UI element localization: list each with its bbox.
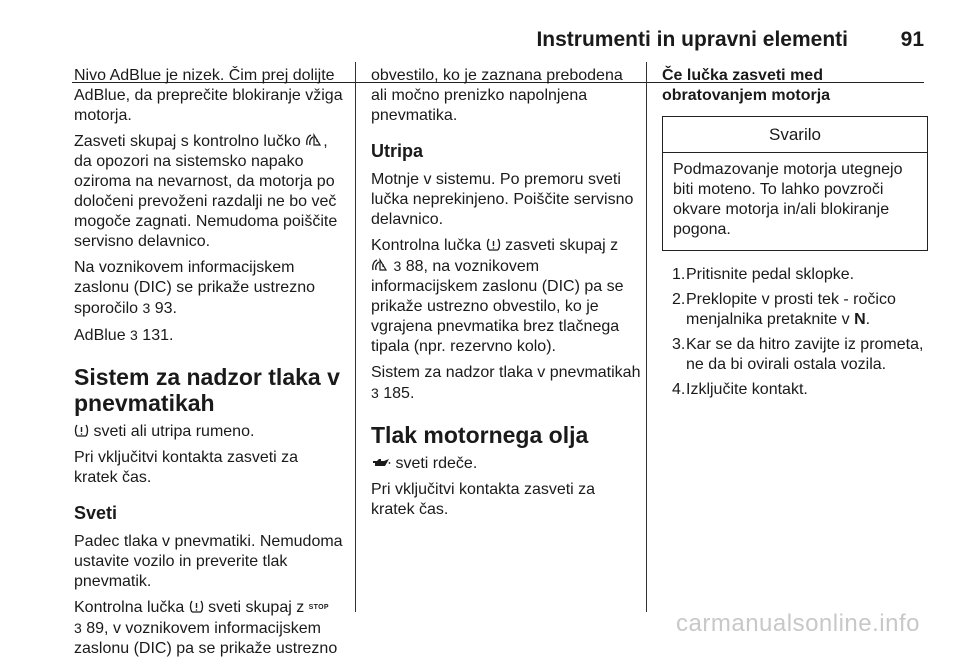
tire-pressure-icon (486, 237, 501, 252)
page-reference: 88, na voznikovem informacijskem zaslonu (DIC) pa se prikaže ustrezno obvestilo, ko je vgrajena pnevmatika brez tlačnega tipala (npr. rezervno kolo). (371, 258, 624, 355)
page-title: Instrumenti in upravni elementi (536, 28, 848, 51)
oil-can-icon (371, 457, 391, 469)
page-reference-icon: 3 (393, 258, 402, 274)
column-divider (355, 62, 356, 612)
column-3 (662, 66, 928, 405)
adblue-warning-icon (305, 133, 323, 147)
subsection-heading: Utripa (371, 141, 424, 161)
watermark: carmanualsonline.info (676, 610, 920, 637)
tire-pressure-icon (74, 423, 89, 438)
tire-pressure-icon (189, 599, 204, 614)
paragraph: Kontrolna lučka zasveti skupaj z 3 88, na voznikovem informacijskem zaslonu (DIC) pa se prikaže ustrezno obvestilo, ko je vgrajena pnevmatika brez tlačnega tipala (npr. rezervno kolo). (371, 237, 624, 355)
adblue-warning-icon (371, 258, 389, 272)
page-number: 91 (900, 28, 924, 51)
paragraph: AdBlue 3 131. (74, 327, 174, 344)
page-reference-icon: 3 (130, 327, 138, 343)
page-reference: 89, v voznikovem informacijskem zaslonu (DIC) pa se prikaže ustrezno (74, 620, 338, 658)
page-reference-icon: 3 (142, 300, 151, 316)
stop-icon: STOP (308, 604, 329, 611)
warning-box (662, 116, 928, 251)
section-heading: Tlak motornega olja (371, 422, 589, 448)
steps-list (662, 265, 928, 400)
column-divider (646, 62, 647, 612)
list-item: 1. Pritisnite pedal sklopke. (672, 266, 855, 283)
page-reference-icon: 3 (371, 385, 379, 401)
page-header (0, 28, 960, 58)
page-reference[interactable]: 93. (154, 300, 177, 317)
paragraph: Na voznikovem informacijskem zaslonu (DIC) se prikaže ustrezno sporočilo 3 93. (74, 259, 315, 317)
paragraph: sveti rdeče. (371, 454, 641, 474)
page-reference[interactable]: 185. (383, 385, 415, 402)
warning-title: Svarilo (663, 117, 927, 153)
column-1 (74, 66, 344, 665)
paragraph: Motnje v sistemu. Po premoru sveti lučka neprekinjeno. Poiščite servisno delavnico. (371, 171, 634, 228)
paragraph: Pri vključitvi kontakta zasveti za kratek čas. (371, 481, 596, 518)
paragraph: obvestilo, ko je zaznana prebodena ali močno prenizko napolnjena pnevmatika. (371, 67, 623, 124)
section-heading: Sistem za nadzor tlaka v pnevmatikah (74, 364, 340, 416)
page-reference[interactable]: 131. (142, 327, 174, 344)
paragraph: Kontrolna lučka sveti skupaj z STOP 3 89, v voznikovem informacijskem zaslonu (DIC) pa se prikaže ustrezno (74, 599, 338, 658)
paragraph: Padec tlaka v pnevmatiki. Nemudoma ustavite vozilo in preverite tlak pnevmatik. (74, 533, 343, 590)
column-2 (371, 66, 641, 526)
warning-text: Podmazovanje motorja utegnejo biti moteno. To lahko povzroči okvare motorja in/ali blokiranje pogona. (673, 161, 903, 238)
paragraph: Sistem za nadzor tlaka v pnevmatikah 3 185. (371, 364, 641, 402)
subsection-heading: Če lučka zasveti med obratovanjem motorja (662, 67, 831, 104)
subsection-heading: Sveti (74, 503, 118, 523)
list-item: 3. Kar se da hitro zavijte iz prometa, ne da bi ovirali ostala vozila. (672, 336, 924, 373)
list-item: 2. Preklopite v prosti tek - ročico menjalnika pretaknite v N. (672, 291, 896, 328)
paragraph: Zasveti skupaj s kontrolno lučko , da opozori na sistemsko napako oziroma na nevarnost, da motorja po določeni prevoženi razdalji ne bo več mogoče zagnati. Nemudoma poiščite servisno delavnico. (74, 133, 338, 250)
page-reference-icon: 3 (74, 620, 82, 637)
list-item: 4. Izključite kontakt. (672, 381, 808, 398)
paragraph: Pri vključitvi kontakta zasveti za kratek čas. (74, 449, 299, 486)
paragraph: Nivo AdBlue je nizek. Čim prej dolijte AdBlue, da preprečite blokiranje vžiga motorja. (74, 67, 343, 124)
paragraph: sveti ali utripa rumeno. (74, 422, 344, 442)
